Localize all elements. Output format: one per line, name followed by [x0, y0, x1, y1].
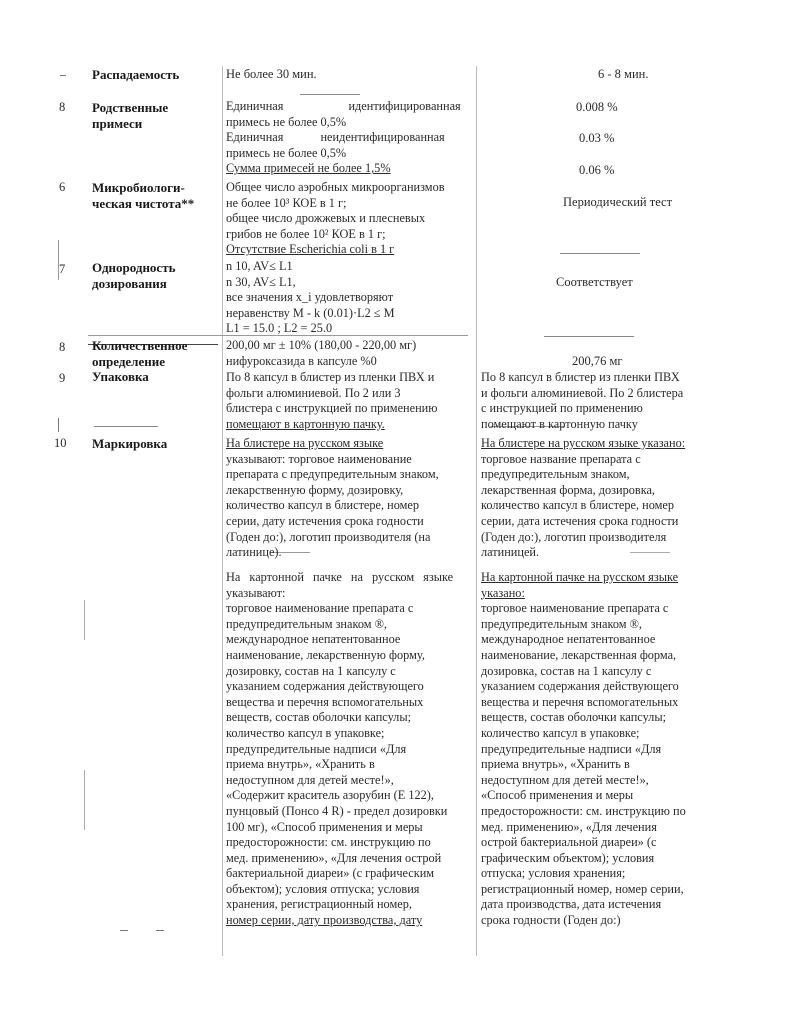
impurities-req-line: Единичная идентифицированная [226, 99, 461, 113]
marking-carton-requirements [226, 570, 453, 929]
scan-mark [60, 75, 66, 76]
blister-result-line: серии, дата истечения срока годности [481, 513, 679, 528]
packaging-req-line: помещают в картонную пачку. [226, 416, 385, 431]
carton-result-line: графическим объектом); условия [481, 850, 655, 865]
uniformity-requirements [226, 259, 395, 337]
marking-blister-results [481, 436, 685, 561]
blister-req-line: (Годен до:), логотип производителя (на [226, 529, 431, 544]
uniformity-req-line: n 30, AV≤ L1, [226, 274, 296, 289]
scan-mark [84, 770, 85, 830]
assay-result: 200,76 мг [572, 354, 623, 368]
carton-req-line: дозировку, состав на 1 капсулу с [226, 663, 396, 678]
carton-result-line: острой бактериальной диареи» (с [481, 835, 657, 850]
carton-req-line: международное непатентованное [226, 632, 401, 647]
scan-mark [120, 930, 128, 931]
micro-label [92, 180, 194, 212]
carton-result-line: наименование, лекарственная форма, [481, 647, 677, 662]
micro-number: 6 [59, 180, 66, 194]
uniformity-number: 7 [59, 262, 66, 276]
carton-result-line: предупредительным знаком ®, [481, 616, 642, 631]
impurities-req-line: примесь не более 0,5% [226, 114, 347, 129]
scan-mark [58, 418, 59, 432]
impurities-result: 0.06 % [579, 163, 615, 177]
marking-number: 10 [54, 436, 67, 450]
marking-label: Маркировка [92, 436, 168, 451]
row-divider [544, 336, 634, 337]
blister-result-line: количество капсул в блистере, номер [481, 498, 675, 513]
impurities-req-line: Сумма примесей не более 1,5% [226, 161, 391, 176]
packaging-result-line: и фольги алюминиевой. По 2 блистера [481, 385, 684, 400]
micro-req-line: грибов не более 10² КОЕ в 1 г; [226, 226, 386, 241]
carton-result-line: веществ, состав оболочки капсулы; [481, 710, 666, 725]
blister-result-line: латиницей. [481, 545, 540, 560]
impurities-result: 0.008 % [576, 100, 618, 114]
carton-req-line: недоступном для детей месте!», [226, 772, 394, 787]
impurities-label-line: примеси [92, 116, 143, 131]
assay-req-line: нифуроксазида в капсуле %0 [226, 353, 377, 368]
carton-result-line: приема внутрь», «Хранить в [481, 757, 630, 772]
blister-result-line: (Годен до:), логотип производителя [481, 529, 667, 544]
carton-req-line: предупредительные надписи «Для [226, 741, 407, 756]
carton-result-line: предупредительные надписи «Для [481, 741, 662, 756]
disintegration-requirement: Не более 30 мин. [226, 67, 317, 81]
carton-req-line: бактериальной диареи» (с графическим [226, 866, 435, 881]
carton-result-line: международное непатентованное [481, 632, 656, 647]
carton-req-line: предосторожности: см. инструкцию по [226, 835, 431, 850]
carton-req-line: мед. применению», «Для лечения острой [226, 850, 442, 865]
blister-req-line: серии, дату истечения срока годности [226, 513, 424, 528]
carton-req-line: предупредительным знаком ®, [226, 616, 387, 631]
carton-req-line: указывают: [226, 585, 286, 600]
packaging-req-line: блистера с инструкцией по применению [226, 401, 438, 416]
packaging-result-line: По 8 капсул в блистер из пленки ПВХ [481, 370, 680, 384]
uniformity-req-line: n 10, AV≤ L1 [226, 259, 293, 273]
uniformity-req-line: все значения x_i удовлетворяют [226, 290, 394, 305]
blister-req-line: количество капсул в блистере, номер [226, 498, 420, 513]
carton-result-line: торговое наименование препарата с [481, 601, 669, 616]
blister-req-line: препарата с предупредительным знаком, [226, 467, 439, 482]
blister-result-line: предупредительным знаком, [481, 467, 630, 482]
carton-req-line: «Содержит краситель азорубин (Е 122), [226, 788, 434, 803]
impurities-label-line: Родственные [92, 100, 169, 115]
packaging-requirements [226, 370, 437, 432]
blister-req-line: указывают: торговое наименование [226, 451, 412, 466]
packaging-results [481, 370, 683, 432]
carton-result-line: отпуска; условия хранения; [481, 866, 626, 881]
uniformity-req-line: L1 = 15.0 ; L2 = 25.0 [226, 321, 333, 336]
carton-req-line: количество капсул в упаковке; [226, 725, 385, 740]
micro-label-line: Микробиологи- [92, 180, 185, 195]
blister-req-line: лекарственную форму, дозировку, [226, 482, 404, 497]
scan-mark [84, 600, 85, 640]
carton-req-line: веществ, состав оболочки капсулы; [226, 710, 411, 725]
carton-req-line: вещества и перечня вспомогательных [226, 694, 424, 709]
carton-req-line: наименование, лекарственную форму, [226, 647, 425, 662]
carton-result-line: дата производства, дата истечения [481, 897, 662, 912]
carton-result-line: вещества и перечня вспомогательных [481, 694, 679, 709]
carton-req-line: торговое наименование препарата с [226, 601, 414, 616]
disintegration-result: 6 - 8 мин. [598, 67, 649, 81]
packaging-result-line: помещают в картонную пачку [481, 416, 638, 431]
impurities-req-line: примесь не более 0,5% [226, 145, 347, 160]
column-divider-right [476, 66, 477, 956]
blister-req-line: латинице). [226, 545, 282, 560]
blister-result-line: торговое название препарата с [481, 451, 641, 466]
packaging-req-line: фольги алюминиевой. По 2 или 3 [226, 385, 401, 400]
assay-requirements [226, 338, 416, 369]
packaging-req-line: По 8 капсул в блистер из пленки ПВХ и [226, 370, 435, 384]
micro-req-line: Общее число аэробных микроорганизмов [226, 180, 445, 194]
impurities-result: 0.03 % [579, 131, 615, 145]
carton-result-line: мед. применению», «Для лечения [481, 819, 657, 834]
carton-req-line: номер серии, дату производства, дату [226, 913, 423, 928]
carton-result-line: указано: [481, 585, 525, 600]
impurities-requirements [226, 99, 461, 177]
carton-result-line: регистрационный номер, номер серии, [481, 881, 684, 896]
carton-result-line: дозировка, состав на 1 капсулу с [481, 663, 652, 678]
row-divider [300, 94, 360, 95]
carton-req-line: На картонной пачке на русском языке [226, 570, 454, 584]
carton-result-line: количество капсул в упаковке; [481, 725, 640, 740]
uniformity-label-line: дозирования [92, 276, 167, 291]
micro-requirements [226, 180, 445, 258]
marking-blister-requirements [226, 436, 439, 561]
micro-req-line: не более 10³ КОЕ в 1 г; [226, 195, 347, 210]
assay-label-line: определение [92, 354, 165, 369]
uniformity-label [92, 260, 175, 292]
carton-result-line: срока годности (Годен до:) [481, 913, 621, 928]
blister-req-line: На блистере на русском языке [226, 436, 384, 450]
marking-carton-results [481, 570, 686, 929]
carton-req-line: приема внутрь», «Хранить в [226, 757, 375, 772]
scan-mark [156, 930, 164, 931]
carton-req-line: хранения, регистрационный номер, [226, 897, 412, 912]
uniformity-req-line: неравенству M - k (0.01)·L2 ≤ M [226, 305, 395, 320]
row-divider [560, 253, 640, 254]
impurities-req-line: Единичная неидентифицированная [226, 130, 445, 145]
micro-label-line: ческая чистота** [92, 196, 195, 211]
assay-number: 8 [59, 340, 66, 354]
micro-req-line: общее число дрожжевых и плесневых [226, 211, 426, 226]
micro-req-line: Отсутствие Escherichia coli в 1 г [226, 242, 395, 257]
carton-req-line: указанием содержания действующего [226, 679, 424, 694]
carton-result-line: недоступном для детей месте!», [481, 772, 649, 787]
carton-result-line: указанием содержания действующего [481, 679, 679, 694]
carton-result-line: На картонной пачке на русском языке [481, 570, 679, 584]
packaging-label: Упаковка [92, 369, 149, 384]
packaging-result-line: с инструкцией по применению [481, 401, 643, 416]
impurities-number: 8 [59, 100, 66, 114]
uniformity-result: Соответствует [556, 275, 633, 289]
carton-result-line: «Способ применения и меры [481, 788, 634, 803]
blister-result-line: лекарственная форма, дозировка, [481, 482, 656, 497]
carton-req-line: объектом); условия отпуска; условия [226, 881, 420, 896]
packaging-number: 9 [59, 371, 66, 385]
carton-req-line: пунцовый (Понсо 4 R) - предел дозировки [226, 803, 448, 818]
assay-label-line: Количественное [92, 338, 188, 353]
column-divider-left [222, 66, 223, 956]
carton-result-line: предосторожности: см. инструкцию по [481, 803, 686, 818]
uniformity-label-line: Однородность [92, 260, 176, 275]
assay-label [92, 338, 187, 370]
blister-result-line: На блистере на русском языке указано: [481, 436, 686, 450]
row-divider [94, 426, 158, 427]
assay-req-line: 200,00 мг ± 10% (180,00 - 220,00 мг) [226, 338, 417, 352]
disintegration-label: Распадаемость [92, 67, 180, 82]
micro-result: Периодический тест [563, 195, 673, 209]
carton-req-line: 100 мг), «Способ применения и меры [226, 819, 423, 834]
impurities-label [92, 100, 168, 132]
